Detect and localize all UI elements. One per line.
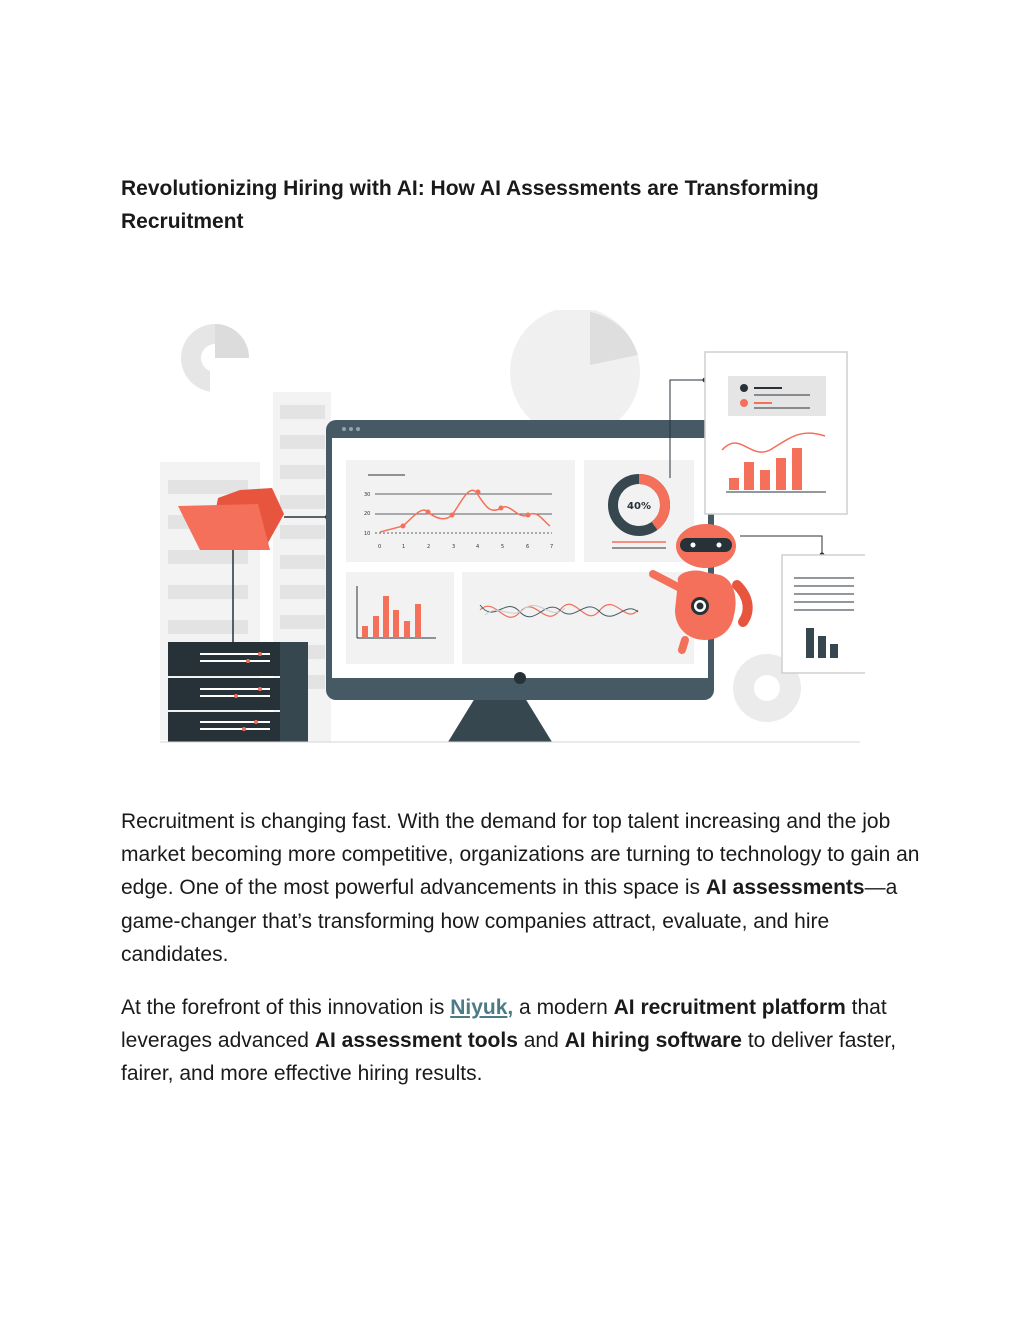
ai-assessment-tools-emphasis: AI assessment tools (314, 1029, 518, 1053)
niyuk-text-end: to deliver faster, fairer, and more effective hiring results. (121, 1029, 897, 1086)
monitor-icon (326, 420, 714, 742)
ai-hiring-software-emphasis: AI hiring software (564, 1029, 742, 1053)
x-tick: 1 (402, 544, 406, 550)
y-tick: 30 (364, 492, 371, 498)
x-tick: 0 (378, 544, 382, 550)
article-title: Revolutionizing Hiring with AI: How AI Assessments are Transforming Recruitment (121, 177, 819, 233)
x-tick: 2 (427, 544, 431, 550)
ai-recruitment-platform-emphasis: AI recruitment platform (613, 996, 846, 1019)
y-tick: 20 (364, 511, 371, 517)
niyuk-text: a modern (513, 996, 614, 1019)
niyuk-text: that leverages advanced (121, 996, 887, 1053)
y-tick: 10 (364, 531, 371, 537)
recruitment-analytics-illustration (160, 310, 865, 750)
niyuk-link[interactable]: Niyuk, (450, 996, 514, 1019)
intro-paragraph (121, 805, 921, 971)
donut-percent-label: 40% (627, 501, 651, 512)
intro-text: Recruitment is changing fast. With the demand for top talent increasing and the job market becoming more competitive, organizations are turning to technology to gain an edge. One of the most powerful advancements in this space is (121, 810, 920, 900)
ai-assessments-emphasis: AI assessments (705, 876, 865, 900)
niyuk-intro-text: At the forefront of this innovation is (121, 996, 451, 1019)
x-tick: 5 (501, 544, 505, 550)
x-tick: 6 (526, 544, 530, 550)
document-card-icon (740, 536, 865, 673)
intro-text-end: —a game-changer that’s transforming how companies attract, evaluate, and hire candidates. (121, 876, 898, 966)
x-tick: 4 (476, 544, 480, 550)
x-tick: 7 (550, 544, 554, 550)
niyuk-text: and (517, 1029, 565, 1053)
x-tick: 3 (452, 544, 456, 550)
niyuk-paragraph (121, 991, 921, 1091)
